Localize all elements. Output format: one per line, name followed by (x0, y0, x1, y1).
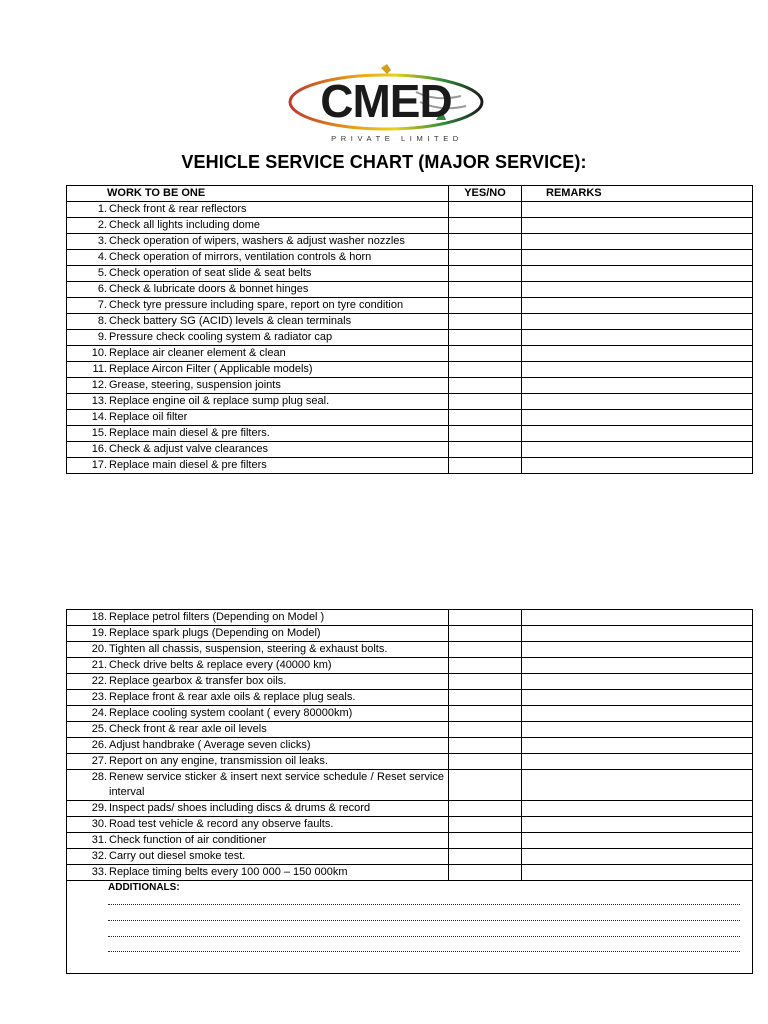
yes-no-cell[interactable] (449, 250, 522, 266)
task-cell (67, 722, 449, 738)
remarks-cell[interactable] (522, 849, 753, 865)
table-row (67, 378, 753, 394)
yes-no-cell[interactable] (449, 626, 522, 642)
table-row (67, 626, 753, 642)
table-row (67, 706, 753, 722)
task-text: Check operation of seat slide & seat belts (109, 267, 312, 279)
task-text: Check & lubricate doors & bonnet hinges (109, 283, 309, 295)
task-cell (67, 833, 449, 849)
yes-no-cell[interactable] (449, 849, 522, 865)
table-header-row (67, 186, 753, 202)
header-yes-no: YES/NO (449, 186, 522, 202)
table-row (67, 754, 753, 770)
remarks-cell[interactable] (522, 314, 753, 330)
table-row (67, 250, 753, 266)
task-number: 28. (91, 771, 107, 783)
task-cell (67, 298, 449, 314)
task-cell (67, 330, 449, 346)
task-cell (67, 754, 449, 770)
task-text: Check operation of mirrors, ventilation controls & horn (109, 251, 372, 263)
remarks-cell[interactable] (522, 754, 753, 770)
task-text: Renew service sticker & insert next service schedule / Reset service interval (109, 771, 444, 798)
task-text: Replace oil filter (109, 411, 188, 423)
additionals-line[interactable] (108, 951, 740, 952)
yes-no-cell[interactable] (449, 378, 522, 394)
header-remarks: REMARKS (522, 186, 753, 202)
table-row (67, 770, 753, 801)
table-row (67, 722, 753, 738)
task-number: 31. (91, 834, 107, 846)
task-text: Replace main diesel & pre filters (109, 459, 267, 471)
yes-no-cell[interactable] (449, 738, 522, 754)
task-number: 23. (91, 691, 107, 703)
yes-no-cell[interactable] (449, 658, 522, 674)
remarks-cell[interactable] (522, 330, 753, 346)
task-number: 6. (97, 283, 107, 295)
task-text: Check battery SG (ACID) levels & clean terminals (109, 315, 352, 327)
header-task: WORK TO BE ONE (67, 186, 449, 202)
task-text: Check function of air conditioner (109, 834, 267, 846)
yes-no-cell[interactable] (449, 426, 522, 442)
remarks-cell[interactable] (522, 442, 753, 458)
yes-no-cell[interactable] (449, 218, 522, 234)
task-cell (67, 234, 449, 250)
table-row (67, 674, 753, 690)
yes-no-cell[interactable] (449, 674, 522, 690)
table-row (67, 458, 753, 474)
table-row (67, 610, 753, 626)
additionals-line[interactable] (108, 936, 740, 937)
task-text: Replace front & rear axle oils & replace plug seals. (109, 691, 356, 703)
task-cell (67, 266, 449, 282)
task-number: 22. (91, 675, 107, 687)
task-cell (67, 426, 449, 442)
task-text: Replace cooling system coolant ( every 80000km) (109, 707, 353, 719)
remarks-cell[interactable] (522, 234, 753, 250)
yes-no-cell[interactable] (449, 266, 522, 282)
service-checklist-table-1 (66, 185, 753, 474)
task-text: Replace air cleaner element & clean (109, 347, 286, 359)
task-cell (67, 458, 449, 474)
yes-no-cell[interactable] (449, 801, 522, 817)
logo-wordmark: CMED (320, 75, 452, 127)
task-text: Replace petrol filters (Depending on Model ) (109, 611, 325, 623)
table-row (67, 394, 753, 410)
page-title: VEHICLE SERVICE CHART (MAJOR SERVICE): (181, 152, 587, 172)
yes-no-cell[interactable] (449, 234, 522, 250)
yes-no-cell[interactable] (449, 330, 522, 346)
task-cell (67, 626, 449, 642)
task-cell (67, 282, 449, 298)
task-text: Check operation of wipers, washers & adjust washer nozzles (109, 235, 405, 247)
task-text: Replace timing belts every 100 000 – 150 000km (109, 866, 348, 878)
task-cell (67, 362, 449, 378)
remarks-cell[interactable] (522, 706, 753, 722)
remarks-cell[interactable] (522, 362, 753, 378)
task-number: 21. (91, 659, 107, 671)
remarks-cell[interactable] (522, 865, 753, 881)
table-row (67, 314, 753, 330)
remarks-cell[interactable] (522, 610, 753, 626)
task-cell (67, 202, 449, 218)
task-cell (67, 410, 449, 426)
task-number: 4. (97, 251, 107, 263)
table-row (67, 642, 753, 658)
task-number: 27. (91, 755, 107, 767)
table-row (67, 426, 753, 442)
task-cell (67, 674, 449, 690)
yes-no-cell[interactable] (449, 722, 522, 738)
remarks-cell[interactable] (522, 346, 753, 362)
task-number: 9. (97, 331, 107, 343)
task-text: Check front & rear axle oil levels (109, 723, 267, 735)
task-text: Check all lights including dome (109, 219, 261, 231)
task-cell (67, 706, 449, 722)
task-cell (67, 658, 449, 674)
additionals-box[interactable] (66, 881, 753, 974)
task-number: 16. (91, 443, 107, 455)
service-checklist-table-2 (66, 609, 753, 881)
task-number: 30. (91, 818, 107, 830)
table-row (67, 849, 753, 865)
task-number: 18. (91, 611, 107, 623)
yes-no-cell[interactable] (449, 410, 522, 426)
table-row (67, 346, 753, 362)
task-number: 17. (91, 459, 107, 471)
remarks-cell[interactable] (522, 833, 753, 849)
task-cell (67, 378, 449, 394)
remarks-cell[interactable] (522, 250, 753, 266)
table-row (67, 442, 753, 458)
yes-no-cell[interactable] (449, 346, 522, 362)
task-cell (67, 394, 449, 410)
task-text: Replace gearbox & transfer box oils. (109, 675, 287, 687)
table-row (67, 410, 753, 426)
task-text: Carry out diesel smoke test. (109, 850, 246, 862)
yes-no-cell[interactable] (449, 690, 522, 706)
task-cell (67, 250, 449, 266)
task-text: Check front & rear reflectors (109, 203, 247, 215)
task-cell (67, 314, 449, 330)
table-row (67, 298, 753, 314)
task-number: 15. (91, 427, 107, 439)
task-cell (67, 218, 449, 234)
yes-no-cell[interactable] (449, 458, 522, 474)
task-text: Inspect pads/ shoes including discs & drums & record (109, 802, 371, 814)
task-text: Replace engine oil & replace sump plug seal. (109, 395, 330, 407)
task-cell (67, 738, 449, 754)
yes-no-cell[interactable] (449, 282, 522, 298)
remarks-cell[interactable] (522, 722, 753, 738)
table-row (67, 282, 753, 298)
task-number: 26. (91, 739, 107, 751)
remarks-cell[interactable] (522, 770, 753, 801)
remarks-cell[interactable] (522, 626, 753, 642)
yes-no-cell[interactable] (449, 202, 522, 218)
task-cell (67, 849, 449, 865)
remarks-cell[interactable] (522, 642, 753, 658)
task-number: 24. (91, 707, 107, 719)
table-row (67, 218, 753, 234)
yes-no-cell[interactable] (449, 610, 522, 626)
yes-no-cell[interactable] (449, 442, 522, 458)
task-text: Replace Aircon Filter ( Applicable models) (109, 363, 313, 375)
yes-no-cell[interactable] (449, 865, 522, 881)
task-text: Pressure check cooling system & radiator cap (109, 331, 333, 343)
task-number: 2. (97, 219, 107, 231)
remarks-cell[interactable] (522, 674, 753, 690)
yes-no-cell[interactable] (449, 314, 522, 330)
remarks-cell[interactable] (522, 426, 753, 442)
task-cell (67, 865, 449, 881)
task-text: Tighten all chassis, suspension, steering & exhaust bolts. (109, 643, 388, 655)
task-number: 29. (91, 802, 107, 814)
task-number: 11. (92, 363, 107, 375)
task-text: Replace main diesel & pre filters. (109, 427, 270, 439)
table-row (67, 833, 753, 849)
task-cell (67, 690, 449, 706)
table-row (67, 266, 753, 282)
remarks-cell[interactable] (522, 266, 753, 282)
table-row (67, 817, 753, 833)
cmed-logo (286, 62, 486, 144)
task-number: 5. (97, 267, 107, 279)
remarks-cell[interactable] (522, 738, 753, 754)
task-number: 12. (91, 379, 107, 391)
remarks-cell[interactable] (522, 202, 753, 218)
remarks-cell[interactable] (522, 218, 753, 234)
task-text: Check & adjust valve clearances (109, 443, 268, 455)
task-text: Check tyre pressure including spare, report on tyre condition (109, 299, 404, 311)
task-cell (67, 642, 449, 658)
table-row (67, 658, 753, 674)
yes-no-cell[interactable] (449, 706, 522, 722)
yes-no-cell[interactable] (449, 642, 522, 658)
yes-no-cell[interactable] (449, 817, 522, 833)
remarks-cell[interactable] (522, 378, 753, 394)
task-text: Grease, steering, suspension joints (109, 379, 281, 391)
task-number: 8. (97, 315, 107, 327)
yes-no-cell[interactable] (449, 754, 522, 770)
table-row (67, 801, 753, 817)
additionals-line[interactable] (108, 920, 740, 921)
task-text: Road test vehicle & record any observe faults. (109, 818, 334, 830)
logo-subtitle: PRIVATE LIMITED (331, 134, 463, 143)
yes-no-cell[interactable] (449, 362, 522, 378)
table-row (67, 738, 753, 754)
additionals-line[interactable] (108, 904, 740, 905)
remarks-cell[interactable] (522, 658, 753, 674)
remarks-cell[interactable] (522, 817, 753, 833)
remarks-cell[interactable] (522, 298, 753, 314)
remarks-cell[interactable] (522, 394, 753, 410)
table-row (67, 362, 753, 378)
task-text: Replace spark plugs (Depending on Model) (109, 627, 321, 639)
task-number: 1. (97, 203, 107, 215)
table-row (67, 330, 753, 346)
yes-no-cell[interactable] (449, 298, 522, 314)
remarks-cell[interactable] (522, 282, 753, 298)
table-row (67, 234, 753, 250)
task-number: 25. (91, 723, 107, 735)
task-text: Check drive belts & replace every (40000 km) (109, 659, 332, 671)
task-text: Adjust handbrake ( Average seven clicks) (109, 739, 311, 751)
table-row (67, 865, 753, 881)
remarks-cell[interactable] (522, 410, 753, 426)
task-cell (67, 346, 449, 362)
task-number: 14. (91, 411, 107, 423)
remarks-cell[interactable] (522, 690, 753, 706)
task-text: Report on any engine, transmission oil leaks. (109, 755, 328, 767)
task-number: 33. (91, 866, 107, 878)
remarks-cell[interactable] (522, 458, 753, 474)
yes-no-cell[interactable] (449, 833, 522, 849)
task-number: 10. (91, 347, 107, 359)
task-cell (67, 610, 449, 626)
task-number: 7. (97, 299, 107, 311)
task-number: 32. (91, 850, 107, 862)
task-cell (67, 442, 449, 458)
task-number: 13. (91, 395, 107, 407)
task-cell (67, 817, 449, 833)
additionals-label: ADDITIONALS: (108, 882, 180, 893)
table-row (67, 690, 753, 706)
yes-no-cell[interactable] (449, 770, 522, 801)
task-number: 20. (91, 643, 107, 655)
yes-no-cell[interactable] (449, 394, 522, 410)
task-cell (67, 801, 449, 817)
task-cell (67, 770, 449, 801)
task-number: 3. (97, 235, 107, 247)
table-row (67, 202, 753, 218)
remarks-cell[interactable] (522, 801, 753, 817)
task-number: 19. (91, 627, 107, 639)
